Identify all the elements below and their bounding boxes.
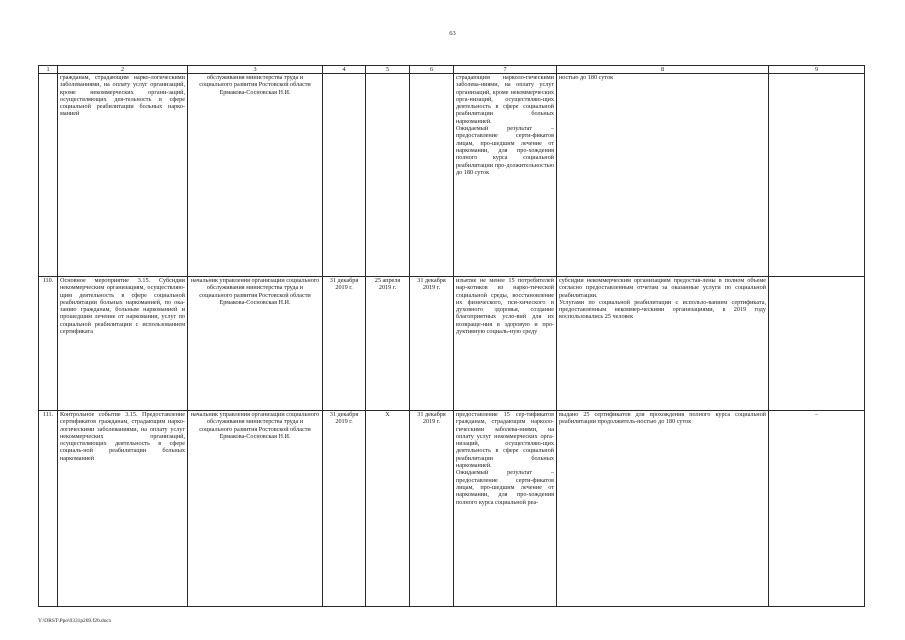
actual-end-cell: 31 декабря 2019 г. (410, 411, 454, 607)
activity-cell: Контрольное событие 3.15. Предоставление сертификатов гражданам, страдающим нарко-логическими заболеваниями, на оплату услуг некоммерческих организаций, осуществляющих деятельность в сфере социаль-ной реабилитации больных наркоманией (58, 411, 188, 607)
result-paragraph: Ожидаемый результат – предоставление серти-фикатов лицам, про-шедшим лечение от наркомании, для про-хождения полного курса социальной реа- (456, 469, 554, 506)
note-cell (769, 277, 865, 411)
responsible-cell: начальник управления организации социального обслуживания министерства труда и социального развития Ростовской области Ермакова-Сосновская Н.И. (188, 277, 323, 411)
row-number: 111. (39, 411, 58, 607)
page-number: 63 (449, 30, 456, 37)
actual-end-cell (410, 74, 454, 277)
column-header: 5 (366, 66, 410, 74)
column-header: 7 (454, 66, 557, 74)
actual-paragraph: Услугами по социальной реабилитации с использо-ванием сертификата, предоставленным некоммер-ческими организациями, в 2019 году воспользовались 25 человек (559, 298, 766, 321)
column-header: 2 (58, 66, 188, 74)
actual-result-cell (557, 277, 769, 411)
result-paragraph: изъятие не менее 15 потребителей нар-котиков из нарко-тической социальной среды, восстановление их физического, пси-хического и духовного здоровья, создание благоприятных усло-вий для их возвраще-ния в здоровую и про-дуктивную социаль-ную среду (456, 277, 554, 336)
column-header: 6 (410, 66, 454, 74)
actual-end-cell: 31 декабря 2019 г. (410, 277, 454, 411)
column-header: 8 (557, 66, 769, 74)
expected-result-cell (454, 74, 557, 277)
expected-result-cell (454, 277, 557, 411)
actual-paragraph: субсидии некоммерческим организациям предостав-лены в полном объеме согласно предоставленным отчетам за оказанные услуги по социальной реабилитации. (559, 277, 766, 299)
table-row (39, 411, 865, 607)
result-paragraph: Ожидаемый результат – предоставление серти-фикатов лицам, про-шедшим лечение от наркомании, для про-хождения полного курса социальной реабилитации про-должительностью до 180 суток (456, 125, 554, 176)
actual-start-cell: 25 апреля 2019 г. (366, 277, 410, 411)
column-header: 4 (323, 66, 366, 74)
actual-start-cell: X (366, 411, 410, 607)
row-number (39, 74, 58, 277)
result-paragraph: предоставление 15 сер-тификатов гражданам, страдающим нарколо-гическими заболева-ниями, на оплату услуг некоммерческих орга-низаций, осуществляю-щих деятельность в сфере социальной реабилитации больных наркоманией. (456, 411, 554, 470)
planned-date-cell (323, 74, 366, 277)
activity-cell: гражданам, страдающим нарко-логическими заболеваниями, на оплату услуг организаций, кроме некоммерческих органи-заций, осуществляющих дея-тельность в сфере социальной реабилитации больных нарко-манией (58, 74, 188, 277)
responsible-cell: обслуживания министерства труда и социального развития Ростовской области Ермакова-Сосновская Н.И. (188, 74, 323, 277)
column-header: 3 (188, 66, 323, 74)
result-paragraph: страдающим нарколо-гическими заболева-ниями, на оплату услуг организаций, кроме некоммерческих орга-низаций, осуществляю-щих деятельность в сфере социальной реабилитации больных наркоманией. (456, 74, 554, 125)
column-header: 9 (769, 66, 865, 74)
planned-date-cell: 31 декабря 2019 г. (323, 277, 366, 411)
expected-result-cell (454, 411, 557, 607)
actual-start-cell (366, 74, 410, 277)
column-header: 1 (39, 66, 58, 74)
note-cell: – (769, 411, 865, 607)
planned-date-cell: 31 декабря 2019 г. (323, 411, 366, 607)
file-path-footer: Y:\ORST\Ppo\0331p269.f20.docx (38, 618, 112, 624)
report-table (38, 65, 865, 607)
responsible-cell: начальник управления организации социального обслуживания министерства труда и социального развития Ростовской области Ермакова-Сосновская Н.И. (188, 411, 323, 607)
note-cell (769, 74, 865, 277)
column-header-row (39, 66, 865, 74)
actual-result-cell (557, 411, 769, 607)
actual-paragraph: выдано 25 сертификатов для прохождения полного курса социальной реабилитации продолжитель-ностью до 180 суток (559, 411, 766, 426)
actual-paragraph: ностью до 180 суток (559, 74, 614, 81)
activity-cell: Основное мероприятие 3.15. Субсидии некоммерческим организациям, осуществляю-щим деятельность в сфере социальной реабилитации больных наркоманией, по ока-занию гражданам, больным наркоманией и прошедшим лечение от наркомании, услуг по социальной реабилитации с использованием сертификата (58, 277, 188, 411)
row-number: 110. (39, 277, 58, 411)
table-row (39, 277, 865, 411)
actual-result-cell (557, 74, 769, 277)
table-row (39, 74, 865, 277)
